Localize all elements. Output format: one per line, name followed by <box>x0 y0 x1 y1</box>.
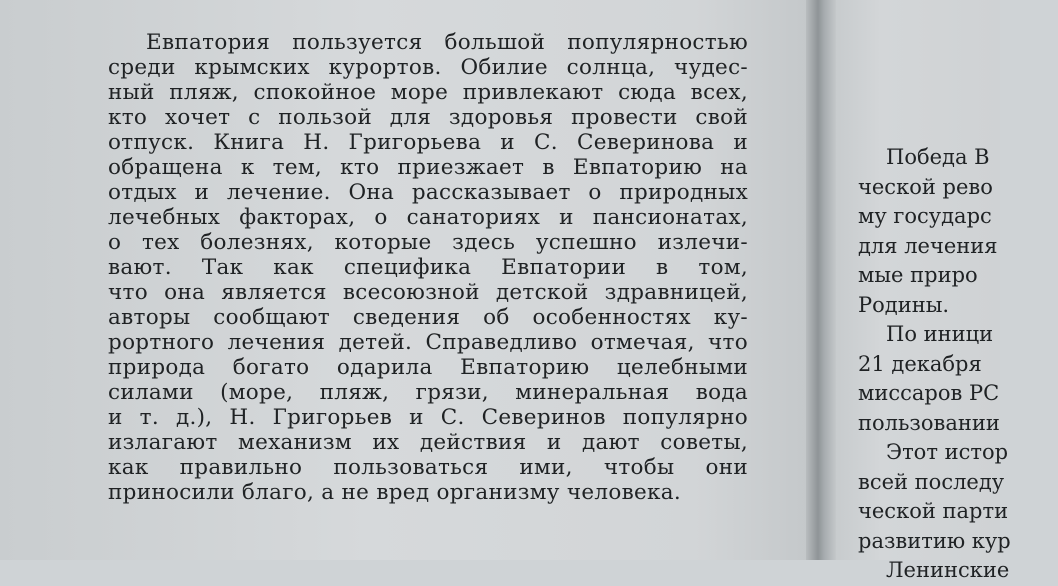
text-line: кто хочет с пользой для здоровья провести свой <box>108 105 748 130</box>
text-line: отпуск. Книга Н. Григорьева и С. Северинова и <box>108 130 748 155</box>
text-line: для лечения <box>858 233 998 258</box>
text-line: миссаров РС <box>858 381 1000 405</box>
book-gutter <box>806 0 836 560</box>
text-line: ческой парти <box>858 499 1009 523</box>
text-line: среди крымских курортов. Обилие солнца, чудес- <box>108 55 748 80</box>
text-line: По иници <box>886 322 994 346</box>
text-line: пользовании <box>858 410 1000 435</box>
text-line: 21 декабря <box>858 351 982 376</box>
text-line: рортного лечения детей. Справедливо отмечая, что <box>108 330 748 355</box>
text-line: как правильно пользоваться ими, чтобы они <box>108 455 748 480</box>
text-line: ный пляж, спокойное море привлекают сюда всех, <box>108 80 748 105</box>
text-line: Победа В <box>886 145 990 169</box>
text-line: авторы сообщают сведения об особенностях ку- <box>108 305 748 330</box>
text-line: отдых и лечение. Она рассказывает о природных <box>108 180 748 205</box>
text-line: и т. д.), Н. Григорьев и С. Северинов популярно <box>108 405 748 430</box>
text-line: му государс <box>858 204 992 228</box>
text-line: что она является всесоюзной детской здравницей, <box>108 280 748 305</box>
text-line: приносили благо, а не вред организму человека. <box>108 480 682 505</box>
text-line: ческой рево <box>858 174 993 199</box>
text-line: вают. Так как специфика Евпатории в том, <box>108 255 748 280</box>
text-line: Родины. <box>858 292 950 317</box>
text-line: лечебных факторах, о санаториях и пансионатах, <box>108 205 748 230</box>
text-line: всей последу <box>858 469 1005 494</box>
text-line: Евпатория пользуется большой популярностью <box>146 30 748 55</box>
right-page-text <box>858 143 1058 586</box>
text-line: о тех болезнях, которые здесь успешно излечи- <box>108 230 748 255</box>
text-line: силами (море, пляж, грязи, минеральная вода <box>108 380 748 405</box>
text-line: развитию кур <box>858 528 1011 553</box>
text-line: обращена к тем, кто приезжает в Евпаторию на <box>108 155 748 180</box>
text-line: Ленинские <box>886 558 1010 582</box>
left-page-paragraph <box>108 30 748 505</box>
text-line: природа богато одарила Евпаторию целебными <box>108 355 748 380</box>
text-line: мые приро <box>858 263 978 287</box>
text-line: Этот истор <box>886 440 1009 464</box>
text-line: излагают механизм их действия и дают советы, <box>108 430 748 455</box>
